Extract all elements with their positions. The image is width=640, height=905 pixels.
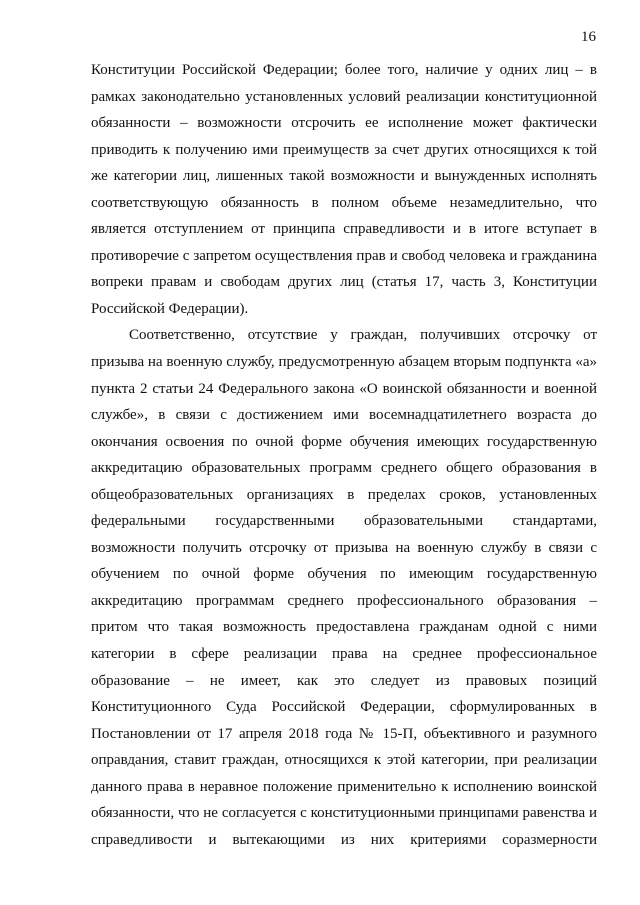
document-body [91, 57, 597, 853]
paragraph-main: Соответственно, отсутствие у граждан, получивших отсрочку от призыва на военную службу, предусмотренную абзацем вторым подпункта «а» пункта 2 статьи 24 Федерального закона «О воинской обязанности и военной службе», в связи с достижением ими восемнадцатилетнего возраста до окончания освоения по очной форме обучения имеющих государственную аккредитацию образовательных программ среднего общего образования в общеобразовательных организациях в пределах сроков, установленных федеральными государственными образовательными стандартами, возможности получить отсрочку от призыва на военную службу в связи с обучением по очной форме обучения по имеющим государственную аккредитацию программам среднего профессионального образования – притом что такая возможность предоставлена гражданам одной с ними категории в сфере реализации права на среднее профессиональное образование – не имеет, как это следует из правовых позиций Конституционного Суда Российской Федерации, сформулированных в Постановлении от 17 апреля 2018 года № 15-П, объективного и разумного оправдания, ставит граждан, относящихся к этой категории, при реализации данного права в неравное положение применительно к исполнению воинской обязанности, что не согласуется с конституционными принципами равенства и справедливости и вытекающими из них критериями соразмерности [91, 327, 597, 848]
page-number: 16 [581, 29, 596, 45]
paragraph-continued: Конституции Российской Федерации; более того, наличие у одних лиц – в рамках законодательно установленных условий реализации конституционной обязанности – возможности отсрочить ее исполнение может фактически приводить к получению ими преимуществ за счет других относящихся к той же категории лиц, лишенных такой возможности и вынужденных исполнять соответствующую обязанность в полном объеме незамедлительно, что является отступлением от принципа справедливости и в итоге вступает в противоречие с запретом осуществления прав и свобод человека и гражданина вопреки правам и свободам других лиц (статья 17, часть 3, Конституции Российской Федерации). [91, 62, 597, 317]
